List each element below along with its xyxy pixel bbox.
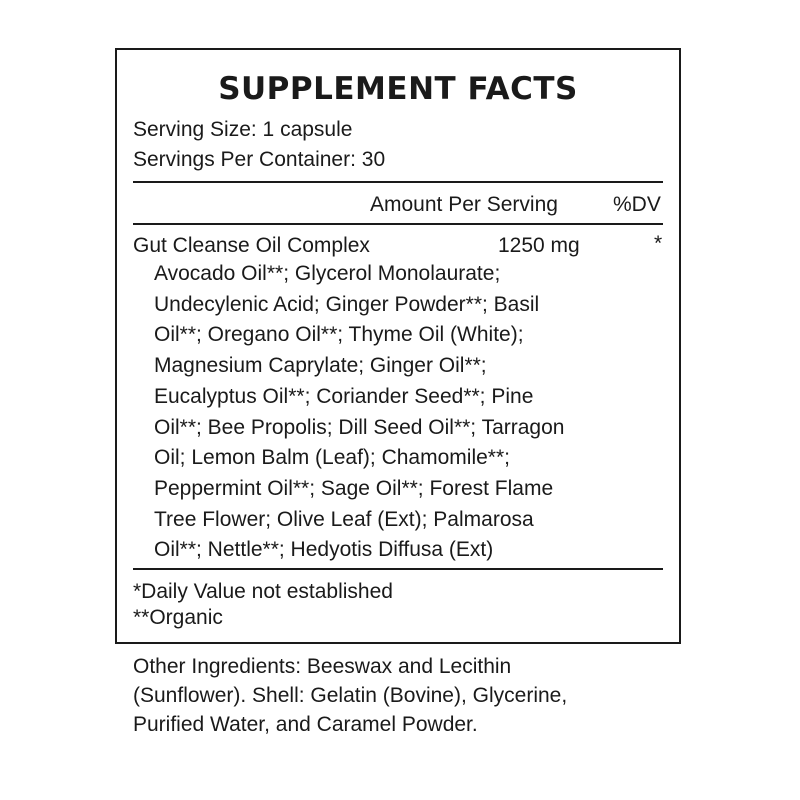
- complex-amount: 1250 mg: [498, 234, 580, 257]
- divider-header: [133, 223, 663, 225]
- divider-top: [133, 181, 663, 183]
- ingredient-line: Eucalyptus Oil**; Coriander Seed**; Pine: [154, 384, 534, 408]
- footnote-dv: *Daily Value not established: [133, 580, 393, 603]
- ingredient-list: [154, 259, 664, 566]
- ingredient-line: Oil; Lemon Balm (Leaf); Chamomile**;: [154, 446, 510, 470]
- footnote-organic: **Organic: [133, 606, 223, 629]
- amount-per-serving-header: Amount Per Serving: [370, 193, 558, 216]
- ingredient-line: Peppermint Oil**; Sage Oil**; Forest Flame: [154, 476, 554, 500]
- ingredient-line: Oil**; Bee Propolis; Dill Seed Oil**; Tarragon: [154, 415, 565, 439]
- serving-size: Serving Size: 1 capsule: [133, 118, 353, 141]
- other-ingredients-line: (Sunflower). Shell: Gelatin (Bovine), Glycerine,: [133, 684, 568, 707]
- ingredient-line: Oil**; Oregano Oil**; Thyme Oil (White);: [154, 323, 524, 347]
- other-ingredients: [133, 652, 693, 739]
- other-ingredients-line: Purified Water, and Caramel Powder.: [133, 713, 478, 736]
- supplement-facts-panel: [115, 48, 681, 644]
- other-ingredients-line: Other Ingredients: Beeswax and Lecithin: [133, 655, 512, 678]
- dv-header: %DV: [613, 193, 661, 216]
- ingredient-line: Tree Flower; Olive Leaf (Ext); Palmarosa: [154, 507, 534, 531]
- ingredient-line: Magnesium Caprylate; Ginger Oil**;: [154, 354, 487, 378]
- complex-dv: *: [654, 232, 663, 255]
- ingredient-line: Avocado Oil**; Glycerol Monolaurate;: [154, 262, 501, 285]
- divider-bottom: [133, 568, 663, 570]
- panel-title: SUPPLEMENT FACTS: [218, 71, 578, 107]
- servings-per-container: Servings Per Container: 30: [133, 148, 386, 171]
- ingredient-line: Oil**; Nettle**; Hedyotis Diffusa (Ext): [154, 538, 494, 562]
- ingredient-line: Undecylenic Acid; Ginger Powder**; Basil: [154, 292, 540, 316]
- complex-name: Gut Cleanse Oil Complex: [133, 234, 370, 257]
